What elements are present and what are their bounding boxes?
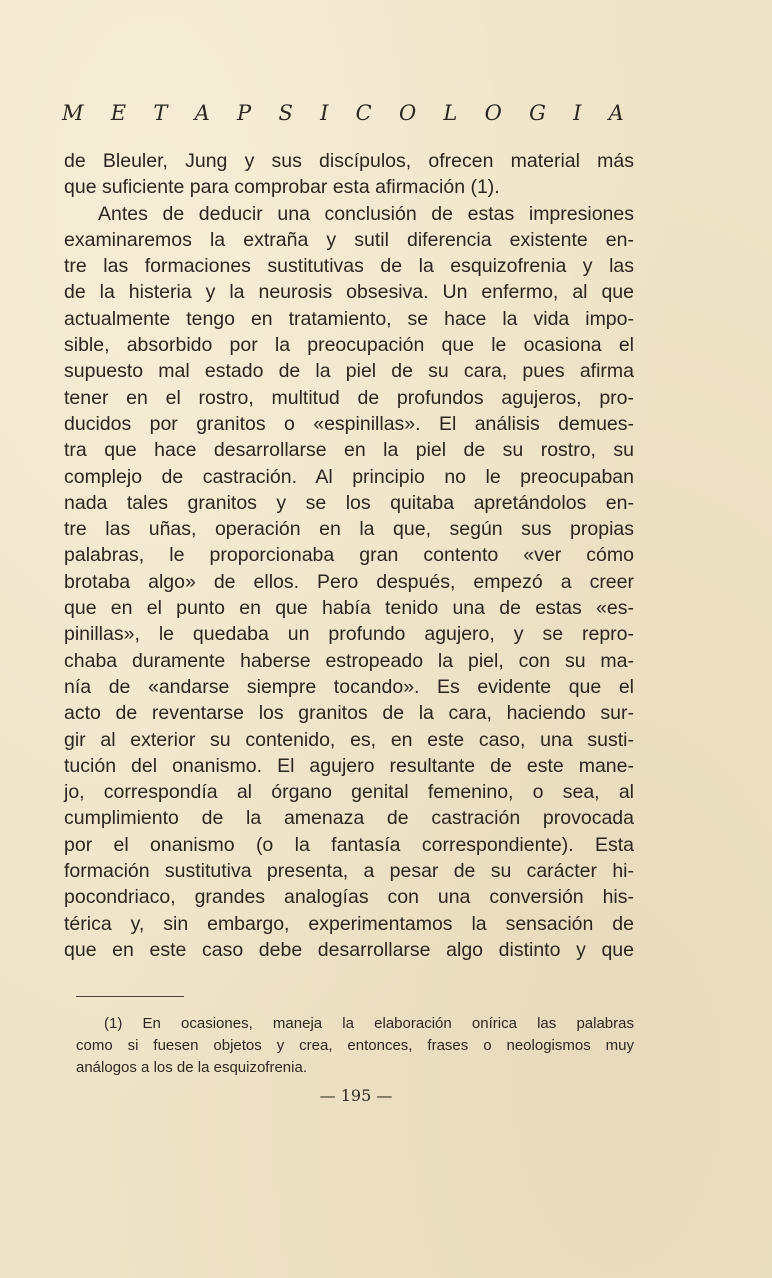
body-line: examinaremos la extraña y sutil diferencia existente en- [64, 228, 634, 251]
body-line: complejo de castración. Al principio no le preocupaban [64, 465, 634, 488]
body-line: supuesto mal estado de la piel de su cara, pues afirma [64, 360, 634, 383]
running-head-letter: S [278, 101, 293, 125]
body-line: tener en el rostro, multitud de profundos agujeros, pro- [64, 386, 634, 409]
running-head-letter: A [608, 101, 624, 125]
body-line: que suficiente para comprobar esta afirmación (1). [64, 176, 500, 199]
running-head-letter: G [529, 101, 546, 125]
body-line: sible, absorbido por la preocupación que le ocasiona el [64, 334, 634, 357]
running-head-letter: O [484, 101, 502, 125]
body-line: tre las uñas, operación en la que, según sus propias [64, 518, 634, 541]
body-line: por el onanismo (o la fantasía correspondiente). Esta [64, 833, 634, 856]
body-line: chaba duramente haberse estropeado la piel, con su ma- [64, 649, 634, 672]
body-line: gir al exterior su contenido, es, en este caso, una susti- [64, 728, 634, 751]
body-line: que en este caso debe desarrollarse algo distinto y que [64, 938, 634, 961]
body-line: ducidos por granitos o «espinillas». El análisis demues- [64, 412, 634, 435]
body-line: palabras, le proporcionaba gran contento «ver cómo [64, 544, 634, 567]
running-head-letter: O [398, 101, 417, 125]
body-line: brotaba algo» de ellos. Pero después, empezó a creer [64, 570, 634, 593]
body-line: que en el punto en que había tenido una de estas «es- [64, 597, 634, 620]
running-head-letter: T [153, 101, 168, 125]
running-head-letter: I [573, 101, 582, 125]
body-line: nada tales granitos y se los quitaba apretándolos en- [64, 491, 634, 514]
body-line: formación sustitutiva presenta, a pesar de su carácter hi- [64, 860, 634, 883]
body-line: jo, correspondía al órgano genital femenino, o sea, al [64, 781, 634, 804]
body-line: tre las formaciones sustitutivas de la esquizofrenia y las [64, 255, 634, 278]
running-head-letter: M [62, 101, 84, 125]
footnote-line: como si fuesen objetos y crea, entonces, frases o neologismos muy [76, 1037, 634, 1054]
body-line: pocondriaco, grandes analogías con una conversión his- [64, 886, 634, 909]
footnote [76, 1013, 634, 1079]
page-number: — 195 — [319, 1086, 393, 1105]
body-line: de Bleuler, Jung y sus discípulos, ofrecen material más [64, 150, 634, 172]
body-line: tra que hace desarrollarse en la piel de su rostro, su [64, 439, 634, 462]
running-head-letter: C [355, 101, 372, 125]
footnote-line: (1) En ocasiones, maneja la elaboración onírica las palabras [104, 1015, 634, 1032]
body-text [64, 148, 634, 963]
body-line: de la histeria y la neurosis obsesiva. Un enfermo, al que [64, 281, 634, 304]
body-line: tución del onanismo. El agujero resultante de este mane- [64, 754, 634, 777]
footnote-line: análogos a los de la esquizofrenia. [76, 1059, 307, 1076]
running-head-letter: P [237, 101, 252, 125]
body-line: Antes de deducir una conclusión de estas impresiones [98, 202, 634, 225]
body-line: cumplimiento de la amenaza de castración provocada [64, 807, 634, 830]
body-line: térica y, sin embargo, experimentamos la sensación de [64, 912, 634, 935]
running-head-letter: L [443, 101, 458, 125]
body-line: pinillas», le quedaba un profundo agujero, y se repro- [64, 623, 634, 646]
running-head-letter: A [194, 101, 210, 125]
body-line: acto de reventarse los granitos de la cara, haciendo sur- [64, 702, 634, 725]
body-line: nía de «andarse siempre tocando». Es evidente que el [64, 675, 634, 698]
running-head-letter: E [110, 101, 127, 125]
body-line: actualmente tengo en tratamiento, se hace la vida impo- [64, 307, 634, 330]
running-head [62, 101, 624, 125]
running-head-letter: I [320, 101, 329, 125]
footnote-divider [76, 996, 184, 997]
